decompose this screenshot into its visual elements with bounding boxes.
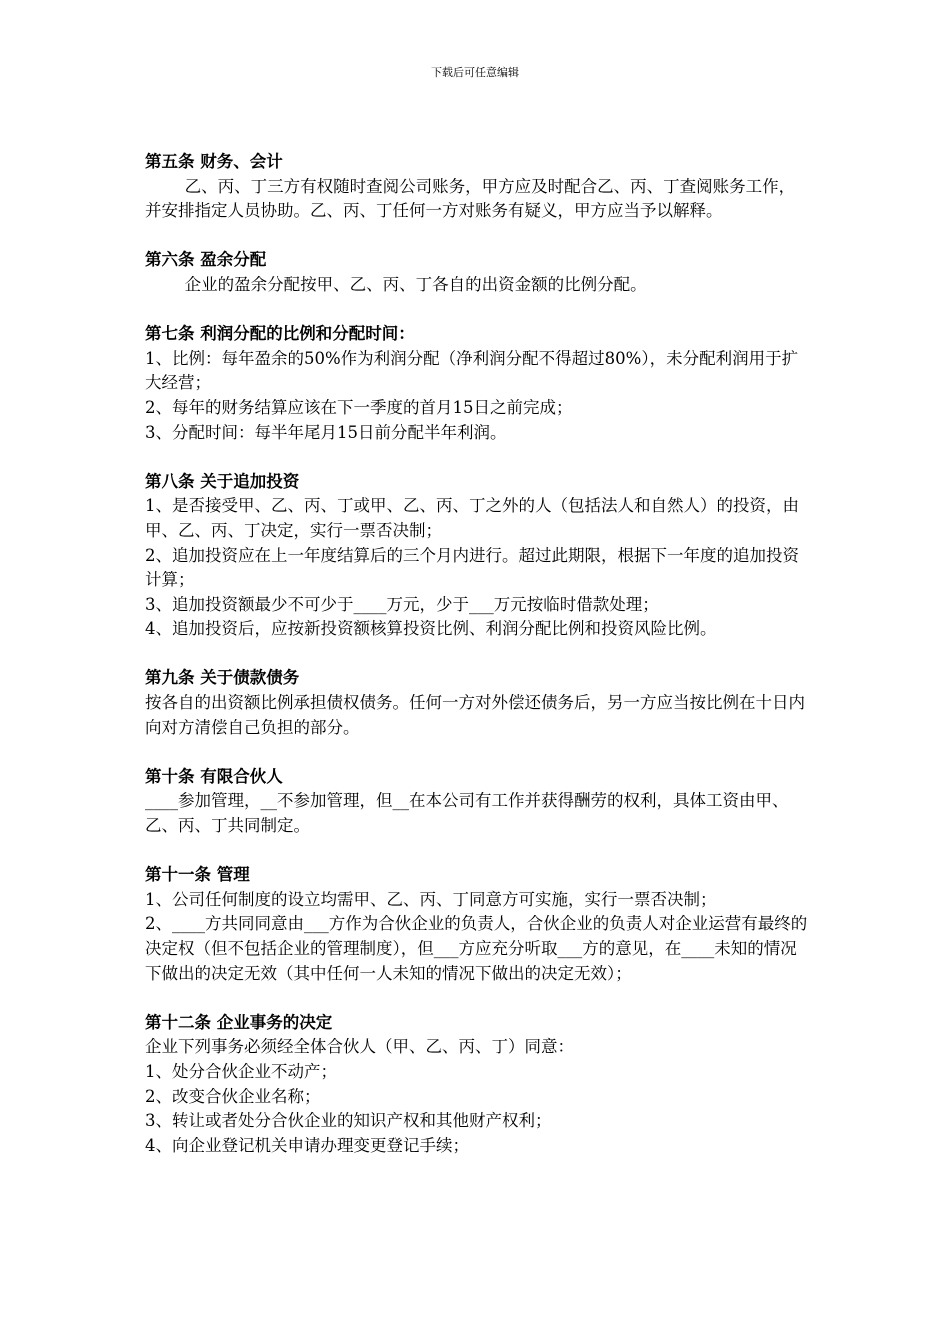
article-paragraph: 4、向企业登记机关申请办理变更登记手续；: [145, 1135, 469, 1155]
article-paragraph: 按各自的出资额比例承担债权债务。任何一方对外偿还债务后，另一方应当按比例在十日内向对方清偿自己负担的部分。: [145, 693, 805, 737]
article-paragraph: 1、处分合伙企业不动产；: [145, 1061, 337, 1081]
article-paragraph: ____参加管理，__不参加管理，但__在本公司有工作并获得酬劳的权利，具体工资由甲、乙、丙、丁共同制定。: [145, 791, 789, 836]
article-paragraph: 3、追加投资额最少不可少于____万元，少于___万元按临时借款处理；: [145, 594, 659, 614]
article-6: [145, 248, 810, 297]
article-5: [145, 150, 810, 224]
article-heading: 第十二条 企业事务的决定: [145, 1012, 333, 1032]
article-paragraph: 1、比例：每年盈余的50%作为利润分配（净利润分配不得超过80%），未分配利润用于扩大经营；: [145, 348, 799, 393]
article-heading: 第六条 盈余分配: [145, 250, 267, 270]
article-8: [145, 470, 810, 642]
article-9: [145, 666, 810, 740]
article-7: [145, 322, 810, 445]
article-heading: 第八条 关于追加投资: [145, 471, 300, 491]
article-heading: 第七条 利润分配的比例和分配时间：: [145, 324, 415, 344]
article-paragraph: 4、追加投资后，应按新投资额核算投资比例、利润分配比例和投资风险比例。: [145, 619, 717, 639]
article-paragraph: 2、改变合伙企业名称；: [145, 1086, 321, 1106]
article-paragraph: 2、____方共同同意由___方作为合伙企业的负责人，合伙企业的负责人对企业运营有最终的决定权（但不包括企业的管理制度），但___方应充分听取___方的意见，在____未知的情况下做出的决定无效（其中任何一人未知的情况下做出的决定无效）；: [145, 914, 808, 983]
page-header-note: 下载后可任意编辑: [431, 66, 519, 79]
document-body: [145, 150, 810, 1183]
article-paragraph: 2、追加投资应在上一年度结算后的三个月内进行。超过此期限，根据下一年度的追加投资计算；: [145, 545, 799, 590]
article-heading: 第十条 有限合伙人: [145, 766, 283, 786]
article-paragraph: 2、每年的财务结算应该在下一季度的首月15日之前完成；: [145, 397, 573, 417]
article-paragraph: 1、是否接受甲、乙、丙、丁或甲、乙、丙、丁之外的人（包括法人和自然人）的投资，由甲、乙、丙、丁决定，实行一票否决制；: [145, 496, 799, 540]
article-paragraph: 3、转让或者处分合伙企业的知识产权和其他财产权利；: [145, 1111, 552, 1131]
article-11: [145, 863, 810, 986]
article-heading: 第五条 财务、会计: [145, 152, 283, 171]
article-12: [145, 1011, 810, 1159]
article-paragraph: 3、分配时间：每半年尾月15日前分配半年利润。: [145, 422, 507, 442]
article-paragraph: 乙、丙、丁三方有权随时查阅公司账务，甲方应及时配合乙、丙、丁查阅账务工作，并安排指定人员协助。乙、丙、丁任何一方对账务有疑义，甲方应当予以解释。: [145, 176, 796, 221]
article-paragraph: 企业的盈余分配按甲、乙、丙、丁各自的出资金额的比例分配。: [184, 274, 647, 294]
article-paragraph: 1、公司任何制度的设立均需甲、乙、丙、丁同意方可实施，实行一票否决制；: [145, 889, 717, 909]
article-heading: 第九条 关于债款债务: [145, 668, 300, 688]
article-10: [145, 765, 810, 839]
article-paragraph: 企业下列事务必须经全体合伙人（甲、乙、丙、丁）同意：: [145, 1037, 574, 1057]
article-heading: 第十一条 管理: [145, 865, 250, 885]
